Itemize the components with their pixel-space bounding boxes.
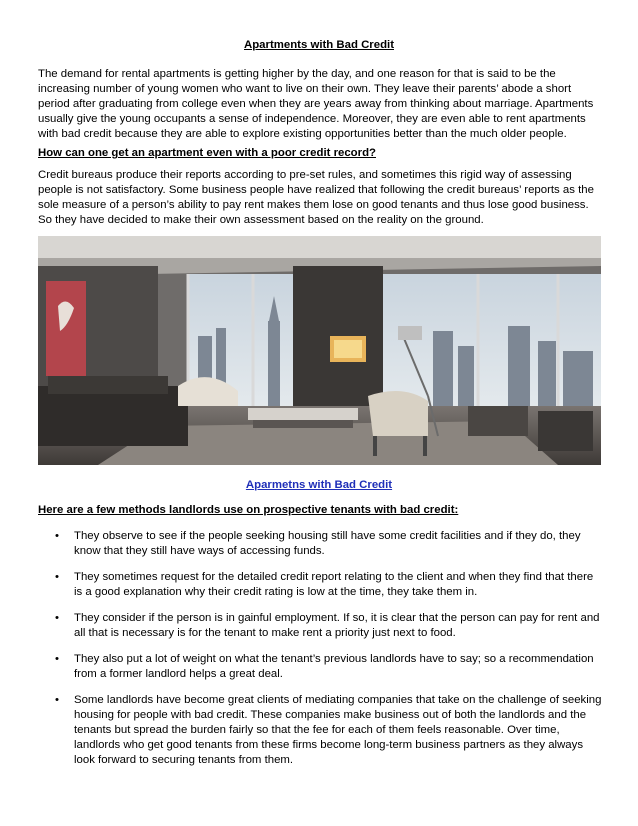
apartment-photo [38,236,601,465]
list-item [38,652,604,682]
section-heading-credit-record: How can one get an apartment even with a poor credit record? [38,147,376,159]
list-item-text: They sometimes request for the detailed credit report relating to the client and when they find that there is a good explanation why their credit rating is low at the time, they take them in. [74,571,594,598]
bullet-icon: • [55,571,59,583]
methods-list [38,529,604,779]
bullet-icon: • [55,653,59,665]
bullet-icon: • [55,530,59,542]
list-item [38,570,604,600]
list-item [38,693,604,768]
list-item-text: They also put a lot of weight on what the tenant’s previous landlords have to say; so a recommendation from a former landlord helps a great deal. [74,653,594,680]
list-item-text: They consider if the person is in gainful employment. If so, it is clear that the person can pay for rent and all that is necessary is for the tenant to make rent a priority just next to food. [74,612,600,639]
image-caption-link[interactable]: Aparmetns with Bad Credit [245,479,393,491]
intro-paragraph: The demand for rental apartments is getting higher by the day, and one reason for that is said to be the increasing number of young women who want to live on their own. They leave their parents’ abode a short period after graduating from college even when they are years away from thinking about marriage. Apartments usually give the young occupants a sense of independence. Moreover, they are even able to rent apartments with bad credit because they are able to explore existing opportunities better than the much older people. [38,68,594,140]
section-heading-methods: Here are a few methods landlords use on prospective tenants with bad credit: [38,504,459,516]
page-title: Apartments with Bad Credit [244,39,394,51]
bullet-icon: • [55,694,59,706]
credit-bureau-paragraph: Credit bureaus produce their reports according to pre-set rules, and sometimes this rigid way of assessing people is not satisfactory. Some business people have realized that following the credit bureaus’ reports as the sole measure of a person’s ability to pay rent makes them lose on good tenants and thus lose good business. So they have decided to make their own assessment based on the reality on the ground. [38,169,594,226]
list-item-text: Some landlords have become great clients of mediating companies that take on the challenge of seeking housing for people with bad credit. These companies make business out of both the landlords and the tenants but spread the burden fairly so that the fee for each of them feels reasonable. Over time, landlords who get good tenants from these firms become long-term business partners as they always look forward to securing tenants from them. [74,694,602,766]
list-item-text: They observe to see if the people seeking housing still have some credit facilities and if they do, they know that they still have ways of accessing funds. [74,530,581,557]
list-item [38,611,604,641]
bullet-icon: • [55,612,59,624]
list-item [38,529,604,559]
